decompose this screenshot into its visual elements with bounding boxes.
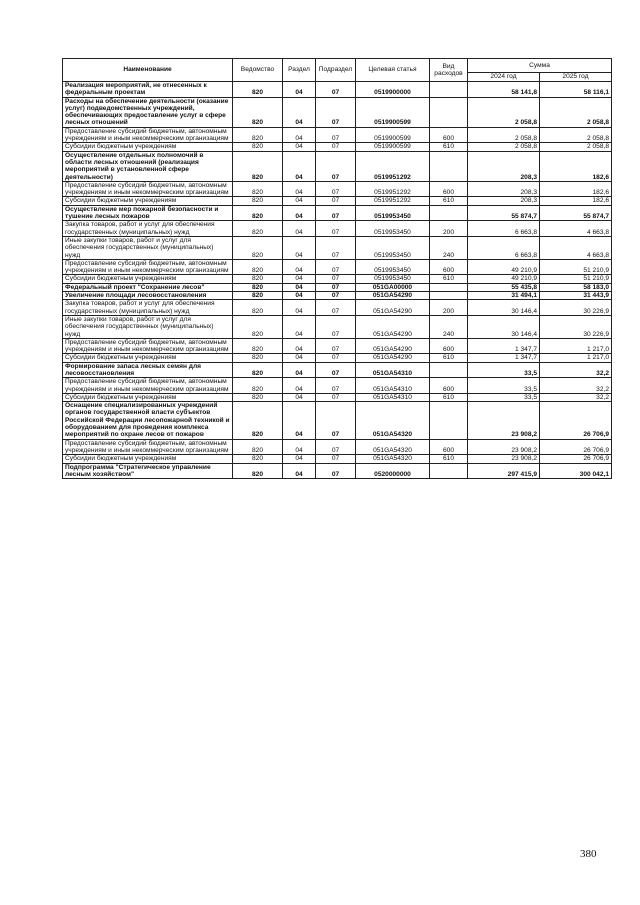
table-row xyxy=(63,362,612,378)
cell-expense-type xyxy=(430,151,468,181)
cell-vedomstvo: 820 xyxy=(233,82,283,98)
cell-podrazdel: 07 xyxy=(316,338,356,354)
cell-sum-2025: 26 706,9 xyxy=(540,402,612,439)
cell-target-article: 0519953450 xyxy=(356,259,430,275)
cell-sum-2024: 23 908,2 xyxy=(468,402,540,439)
cell-target-article: 0519953450 xyxy=(356,236,430,259)
cell-name: Предоставление субсидий бюджетным, автономным учреждениям и иным некоммерческим организациям xyxy=(63,181,233,197)
header-target-article: Целевая статья xyxy=(356,59,430,82)
cell-target-article: 0519951292 xyxy=(356,151,430,181)
cell-sum-2025: 2 058,8 xyxy=(540,97,612,127)
table-row xyxy=(63,378,612,394)
cell-razdel: 04 xyxy=(283,315,316,338)
cell-expense-type xyxy=(430,463,468,479)
cell-target-article: 0519953450 xyxy=(356,205,430,221)
cell-razdel: 04 xyxy=(283,97,316,127)
cell-sum-2025: 32,2 xyxy=(540,393,612,401)
cell-target-article: 051GA54290 xyxy=(356,315,430,338)
cell-razdel: 04 xyxy=(283,393,316,401)
cell-expense-type: 610 xyxy=(430,354,468,362)
cell-target-article: 051GA54290 xyxy=(356,292,430,300)
cell-name: Иные закупки товаров, работ и услуг для обеспечения государственных (муниципальных) нужд xyxy=(63,236,233,259)
cell-expense-type: 200 xyxy=(430,300,468,316)
cell-vedomstvo: 820 xyxy=(233,205,283,221)
cell-sum-2024: 49 210,9 xyxy=(468,275,540,283)
cell-podrazdel: 07 xyxy=(316,402,356,439)
cell-razdel: 04 xyxy=(283,338,316,354)
budget-table-sheet xyxy=(62,58,611,479)
cell-target-article: 051GA54290 xyxy=(356,338,430,354)
cell-target-article: 0519951292 xyxy=(356,197,430,205)
table-row xyxy=(63,393,612,401)
table-row xyxy=(63,221,612,237)
cell-target-article: 051GA54290 xyxy=(356,300,430,316)
cell-expense-type xyxy=(430,205,468,221)
table-header xyxy=(63,59,612,82)
cell-sum-2024: 23 908,2 xyxy=(468,455,540,463)
cell-podrazdel: 07 xyxy=(316,143,356,151)
cell-vedomstvo: 820 xyxy=(233,283,283,291)
header-year-2024: 2024 год xyxy=(468,73,540,82)
cell-sum-2024: 1 347,7 xyxy=(468,338,540,354)
header-year-2025: 2025 год xyxy=(540,73,612,82)
table-row xyxy=(63,236,612,259)
cell-target-article: 051GA54320 xyxy=(356,455,430,463)
cell-podrazdel: 07 xyxy=(316,463,356,479)
cell-sum-2025: 1 217,0 xyxy=(540,354,612,362)
cell-razdel: 04 xyxy=(283,259,316,275)
cell-sum-2025: 30 226,9 xyxy=(540,315,612,338)
cell-razdel: 04 xyxy=(283,236,316,259)
cell-sum-2025: 51 210,9 xyxy=(540,275,612,283)
cell-sum-2025: 26 706,9 xyxy=(540,439,612,455)
cell-sum-2024: 2 058,8 xyxy=(468,97,540,127)
cell-name: Субсидии бюджетным учреждениям xyxy=(63,354,233,362)
cell-name: Осуществление мер пожарной безопасности и тушение лесных пожаров xyxy=(63,205,233,221)
cell-target-article: 051GA54310 xyxy=(356,378,430,394)
cell-sum-2024: 297 415,9 xyxy=(468,463,540,479)
cell-target-article: 0519953450 xyxy=(356,275,430,283)
cell-sum-2024: 55 435,8 xyxy=(468,283,540,291)
cell-target-article: 0519900599 xyxy=(356,143,430,151)
cell-name: Субсидии бюджетным учреждениям xyxy=(63,393,233,401)
cell-podrazdel: 07 xyxy=(316,378,356,394)
cell-sum-2025: 31 443,9 xyxy=(540,292,612,300)
cell-razdel: 04 xyxy=(283,143,316,151)
cell-podrazdel: 07 xyxy=(316,221,356,237)
cell-expense-type xyxy=(430,292,468,300)
cell-razdel: 04 xyxy=(283,292,316,300)
cell-name: Предоставление субсидий бюджетным, автономным учреждениям и иным некоммерческим организациям xyxy=(63,378,233,394)
cell-sum-2025: 55 874,7 xyxy=(540,205,612,221)
cell-vedomstvo: 820 xyxy=(233,236,283,259)
cell-razdel: 04 xyxy=(283,127,316,143)
cell-expense-type: 610 xyxy=(430,275,468,283)
cell-sum-2025: 182,6 xyxy=(540,197,612,205)
cell-razdel: 04 xyxy=(283,197,316,205)
header-name: Наименование xyxy=(63,59,233,82)
cell-sum-2024: 6 663,8 xyxy=(468,236,540,259)
header-vedomstvo: Ведомство xyxy=(233,59,283,82)
cell-sum-2025: 2 058,8 xyxy=(540,143,612,151)
cell-name: Предоставление субсидий бюджетным, автономным учреждениям и иным некоммерческим организациям xyxy=(63,259,233,275)
cell-razdel: 04 xyxy=(283,181,316,197)
cell-razdel: 04 xyxy=(283,463,316,479)
cell-vedomstvo: 820 xyxy=(233,197,283,205)
cell-podrazdel: 07 xyxy=(316,275,356,283)
table-row xyxy=(63,338,612,354)
table-row xyxy=(63,197,612,205)
table-row xyxy=(63,143,612,151)
table-row xyxy=(63,402,612,439)
cell-razdel: 04 xyxy=(283,455,316,463)
cell-vedomstvo: 820 xyxy=(233,338,283,354)
cell-podrazdel: 07 xyxy=(316,151,356,181)
cell-sum-2025: 58 116,1 xyxy=(540,82,612,98)
cell-sum-2024: 33,5 xyxy=(468,378,540,394)
cell-podrazdel: 07 xyxy=(316,197,356,205)
table-row xyxy=(63,463,612,479)
table-row xyxy=(63,181,612,197)
cell-name: Иные закупки товаров, работ и услуг для обеспечения государственных (муниципальных) нужд xyxy=(63,315,233,338)
cell-podrazdel: 07 xyxy=(316,181,356,197)
cell-podrazdel: 07 xyxy=(316,393,356,401)
cell-vedomstvo: 820 xyxy=(233,259,283,275)
cell-target-article: 051GA00000 xyxy=(356,283,430,291)
table-row xyxy=(63,275,612,283)
cell-sum-2024: 31 494,1 xyxy=(468,292,540,300)
header-expense-type: Вид расходов xyxy=(430,59,468,82)
cell-target-article: 051GA54310 xyxy=(356,393,430,401)
cell-expense-type xyxy=(430,402,468,439)
cell-expense-type: 610 xyxy=(430,197,468,205)
cell-vedomstvo: 820 xyxy=(233,463,283,479)
cell-podrazdel: 07 xyxy=(316,439,356,455)
cell-razdel: 04 xyxy=(283,283,316,291)
cell-expense-type: 600 xyxy=(430,259,468,275)
cell-sum-2025: 300 042,1 xyxy=(540,463,612,479)
cell-vedomstvo: 820 xyxy=(233,97,283,127)
cell-razdel: 04 xyxy=(283,378,316,394)
cell-podrazdel: 07 xyxy=(316,97,356,127)
cell-podrazdel: 07 xyxy=(316,300,356,316)
cell-name: Предоставление субсидий бюджетным, автономным учреждениям и иным некоммерческим организациям xyxy=(63,338,233,354)
cell-sum-2024: 49 210,9 xyxy=(468,259,540,275)
cell-expense-type: 600 xyxy=(430,127,468,143)
table-row xyxy=(63,354,612,362)
cell-sum-2025: 32,2 xyxy=(540,362,612,378)
cell-sum-2025: 4 663,8 xyxy=(540,236,612,259)
cell-vedomstvo: 820 xyxy=(233,315,283,338)
table-row xyxy=(63,283,612,291)
cell-sum-2024: 33,5 xyxy=(468,393,540,401)
cell-target-article: 0519951292 xyxy=(356,181,430,197)
cell-name: Оснащение специализированных учреждений органов государственной власти субъектов Российской Федерации лесопожарной техникой и оборудованием для проведения комплекса мероприятий по охране лесов от пожаров xyxy=(63,402,233,439)
cell-vedomstvo: 820 xyxy=(233,292,283,300)
budget-table xyxy=(62,58,612,479)
cell-sum-2025: 2 058,8 xyxy=(540,127,612,143)
cell-podrazdel: 07 xyxy=(316,292,356,300)
table-row xyxy=(63,127,612,143)
cell-expense-type: 600 xyxy=(430,378,468,394)
cell-podrazdel: 07 xyxy=(316,127,356,143)
cell-sum-2024: 208,3 xyxy=(468,197,540,205)
cell-sum-2024: 2 058,8 xyxy=(468,127,540,143)
header-sum: Сумма xyxy=(468,59,612,73)
cell-sum-2025: 51 210,9 xyxy=(540,259,612,275)
cell-vedomstvo: 820 xyxy=(233,402,283,439)
cell-sum-2024: 55 874,7 xyxy=(468,205,540,221)
cell-sum-2025: 32,2 xyxy=(540,378,612,394)
cell-vedomstvo: 820 xyxy=(233,221,283,237)
cell-vedomstvo: 820 xyxy=(233,127,283,143)
cell-vedomstvo: 820 xyxy=(233,354,283,362)
cell-razdel: 04 xyxy=(283,362,316,378)
cell-target-article: 051GA54290 xyxy=(356,354,430,362)
cell-sum-2024: 33,5 xyxy=(468,362,540,378)
cell-name: Субсидии бюджетным учреждениям xyxy=(63,455,233,463)
cell-sum-2024: 208,3 xyxy=(468,151,540,181)
cell-razdel: 04 xyxy=(283,439,316,455)
cell-vedomstvo: 820 xyxy=(233,378,283,394)
cell-expense-type: 610 xyxy=(430,143,468,151)
cell-expense-type: 600 xyxy=(430,338,468,354)
cell-vedomstvo: 820 xyxy=(233,439,283,455)
table-row xyxy=(63,82,612,98)
cell-name: Увеличение площади лесовосстановления xyxy=(63,292,233,300)
cell-podrazdel: 07 xyxy=(316,283,356,291)
cell-target-article: 0519900599 xyxy=(356,97,430,127)
cell-razdel: 04 xyxy=(283,300,316,316)
cell-expense-type: 200 xyxy=(430,221,468,237)
cell-razdel: 04 xyxy=(283,205,316,221)
cell-sum-2024: 6 663,8 xyxy=(468,221,540,237)
cell-expense-type xyxy=(430,97,468,127)
table-body xyxy=(63,82,612,479)
cell-sum-2024: 2 058,8 xyxy=(468,143,540,151)
cell-razdel: 04 xyxy=(283,354,316,362)
cell-name: Предоставление субсидий бюджетным, автономным учреждениям и иным некоммерческим организациям xyxy=(63,439,233,455)
cell-target-article: 0519953450 xyxy=(356,221,430,237)
cell-vedomstvo: 820 xyxy=(233,393,283,401)
cell-expense-type: 240 xyxy=(430,236,468,259)
cell-podrazdel: 07 xyxy=(316,354,356,362)
cell-expense-type xyxy=(430,362,468,378)
cell-sum-2025: 58 183,0 xyxy=(540,283,612,291)
cell-expense-type: 600 xyxy=(430,439,468,455)
cell-podrazdel: 07 xyxy=(316,259,356,275)
table-row xyxy=(63,259,612,275)
table-row xyxy=(63,97,612,127)
cell-podrazdel: 07 xyxy=(316,236,356,259)
cell-name: Субсидии бюджетным учреждениям xyxy=(63,275,233,283)
cell-sum-2024: 30 146,4 xyxy=(468,300,540,316)
cell-razdel: 04 xyxy=(283,82,316,98)
cell-name: Предоставление субсидий бюджетным, автономным учреждениям и иным некоммерческим организациям xyxy=(63,127,233,143)
cell-sum-2024: 30 146,4 xyxy=(468,315,540,338)
cell-sum-2025: 26 706,9 xyxy=(540,455,612,463)
cell-name: Закупка товаров, работ и услуг для обеспечения государственных (муниципальных) нужд xyxy=(63,221,233,237)
table-row xyxy=(63,455,612,463)
cell-sum-2024: 58 141,8 xyxy=(468,82,540,98)
cell-target-article: 0519900599 xyxy=(356,127,430,143)
header-razdel: Раздел xyxy=(283,59,316,82)
table-row xyxy=(63,315,612,338)
cell-sum-2024: 208,3 xyxy=(468,181,540,197)
cell-sum-2024: 1 347,7 xyxy=(468,354,540,362)
cell-podrazdel: 07 xyxy=(316,455,356,463)
cell-sum-2025: 182,6 xyxy=(540,181,612,197)
page-number: 380 xyxy=(580,848,597,860)
cell-vedomstvo: 820 xyxy=(233,181,283,197)
cell-name: Формирование запаса лесных семян для лесовосстановления xyxy=(63,362,233,378)
cell-vedomstvo: 820 xyxy=(233,362,283,378)
cell-target-article: 051GA54320 xyxy=(356,402,430,439)
cell-target-article: 0519900000 xyxy=(356,82,430,98)
cell-podrazdel: 07 xyxy=(316,315,356,338)
cell-razdel: 04 xyxy=(283,402,316,439)
cell-razdel: 04 xyxy=(283,151,316,181)
header-podrazdel: Подраздел xyxy=(316,59,356,82)
cell-vedomstvo: 820 xyxy=(233,455,283,463)
cell-sum-2025: 1 217,0 xyxy=(540,338,612,354)
table-row xyxy=(63,439,612,455)
table-row xyxy=(63,292,612,300)
cell-name: Федеральный проект "Сохранение лесов" xyxy=(63,283,233,291)
cell-vedomstvo: 820 xyxy=(233,275,283,283)
cell-razdel: 04 xyxy=(283,221,316,237)
cell-vedomstvo: 820 xyxy=(233,300,283,316)
cell-sum-2024: 23 908,2 xyxy=(468,439,540,455)
cell-podrazdel: 07 xyxy=(316,82,356,98)
cell-name: Подпрограмма "Стратегическое управление лесным хозяйством" xyxy=(63,463,233,479)
table-row xyxy=(63,300,612,316)
cell-expense-type: 610 xyxy=(430,455,468,463)
cell-name: Субсидии бюджетным учреждениям xyxy=(63,197,233,205)
cell-expense-type: 610 xyxy=(430,393,468,401)
table-row xyxy=(63,205,612,221)
cell-expense-type xyxy=(430,82,468,98)
table-row xyxy=(63,151,612,181)
cell-sum-2025: 4 663,8 xyxy=(540,221,612,237)
cell-podrazdel: 07 xyxy=(316,362,356,378)
cell-expense-type: 240 xyxy=(430,315,468,338)
cell-name: Осуществление отдельных полномочий в области лесных отношений (реализация мероприятий в установленной сфере деятельности) xyxy=(63,151,233,181)
cell-sum-2025: 182,6 xyxy=(540,151,612,181)
cell-target-article: 051GA54320 xyxy=(356,439,430,455)
cell-razdel: 04 xyxy=(283,275,316,283)
cell-name: Реализация мероприятий, не отнесенных к федеральным проектам xyxy=(63,82,233,98)
cell-target-article: 051GA54310 xyxy=(356,362,430,378)
cell-target-article: 0520000000 xyxy=(356,463,430,479)
cell-vedomstvo: 820 xyxy=(233,151,283,181)
cell-expense-type: 600 xyxy=(430,181,468,197)
cell-expense-type xyxy=(430,283,468,291)
cell-name: Расходы на обеспечение деятельности (оказание услуг) подведомственных учреждений, обеспечивающих предоставление услуг в сфере лесных отношений xyxy=(63,97,233,127)
cell-sum-2025: 30 226,9 xyxy=(540,300,612,316)
cell-podrazdel: 07 xyxy=(316,205,356,221)
cell-name: Закупка товаров, работ и услуг для обеспечения государственных (муниципальных) нужд xyxy=(63,300,233,316)
cell-vedomstvo: 820 xyxy=(233,143,283,151)
cell-name: Субсидии бюджетным учреждениям xyxy=(63,143,233,151)
